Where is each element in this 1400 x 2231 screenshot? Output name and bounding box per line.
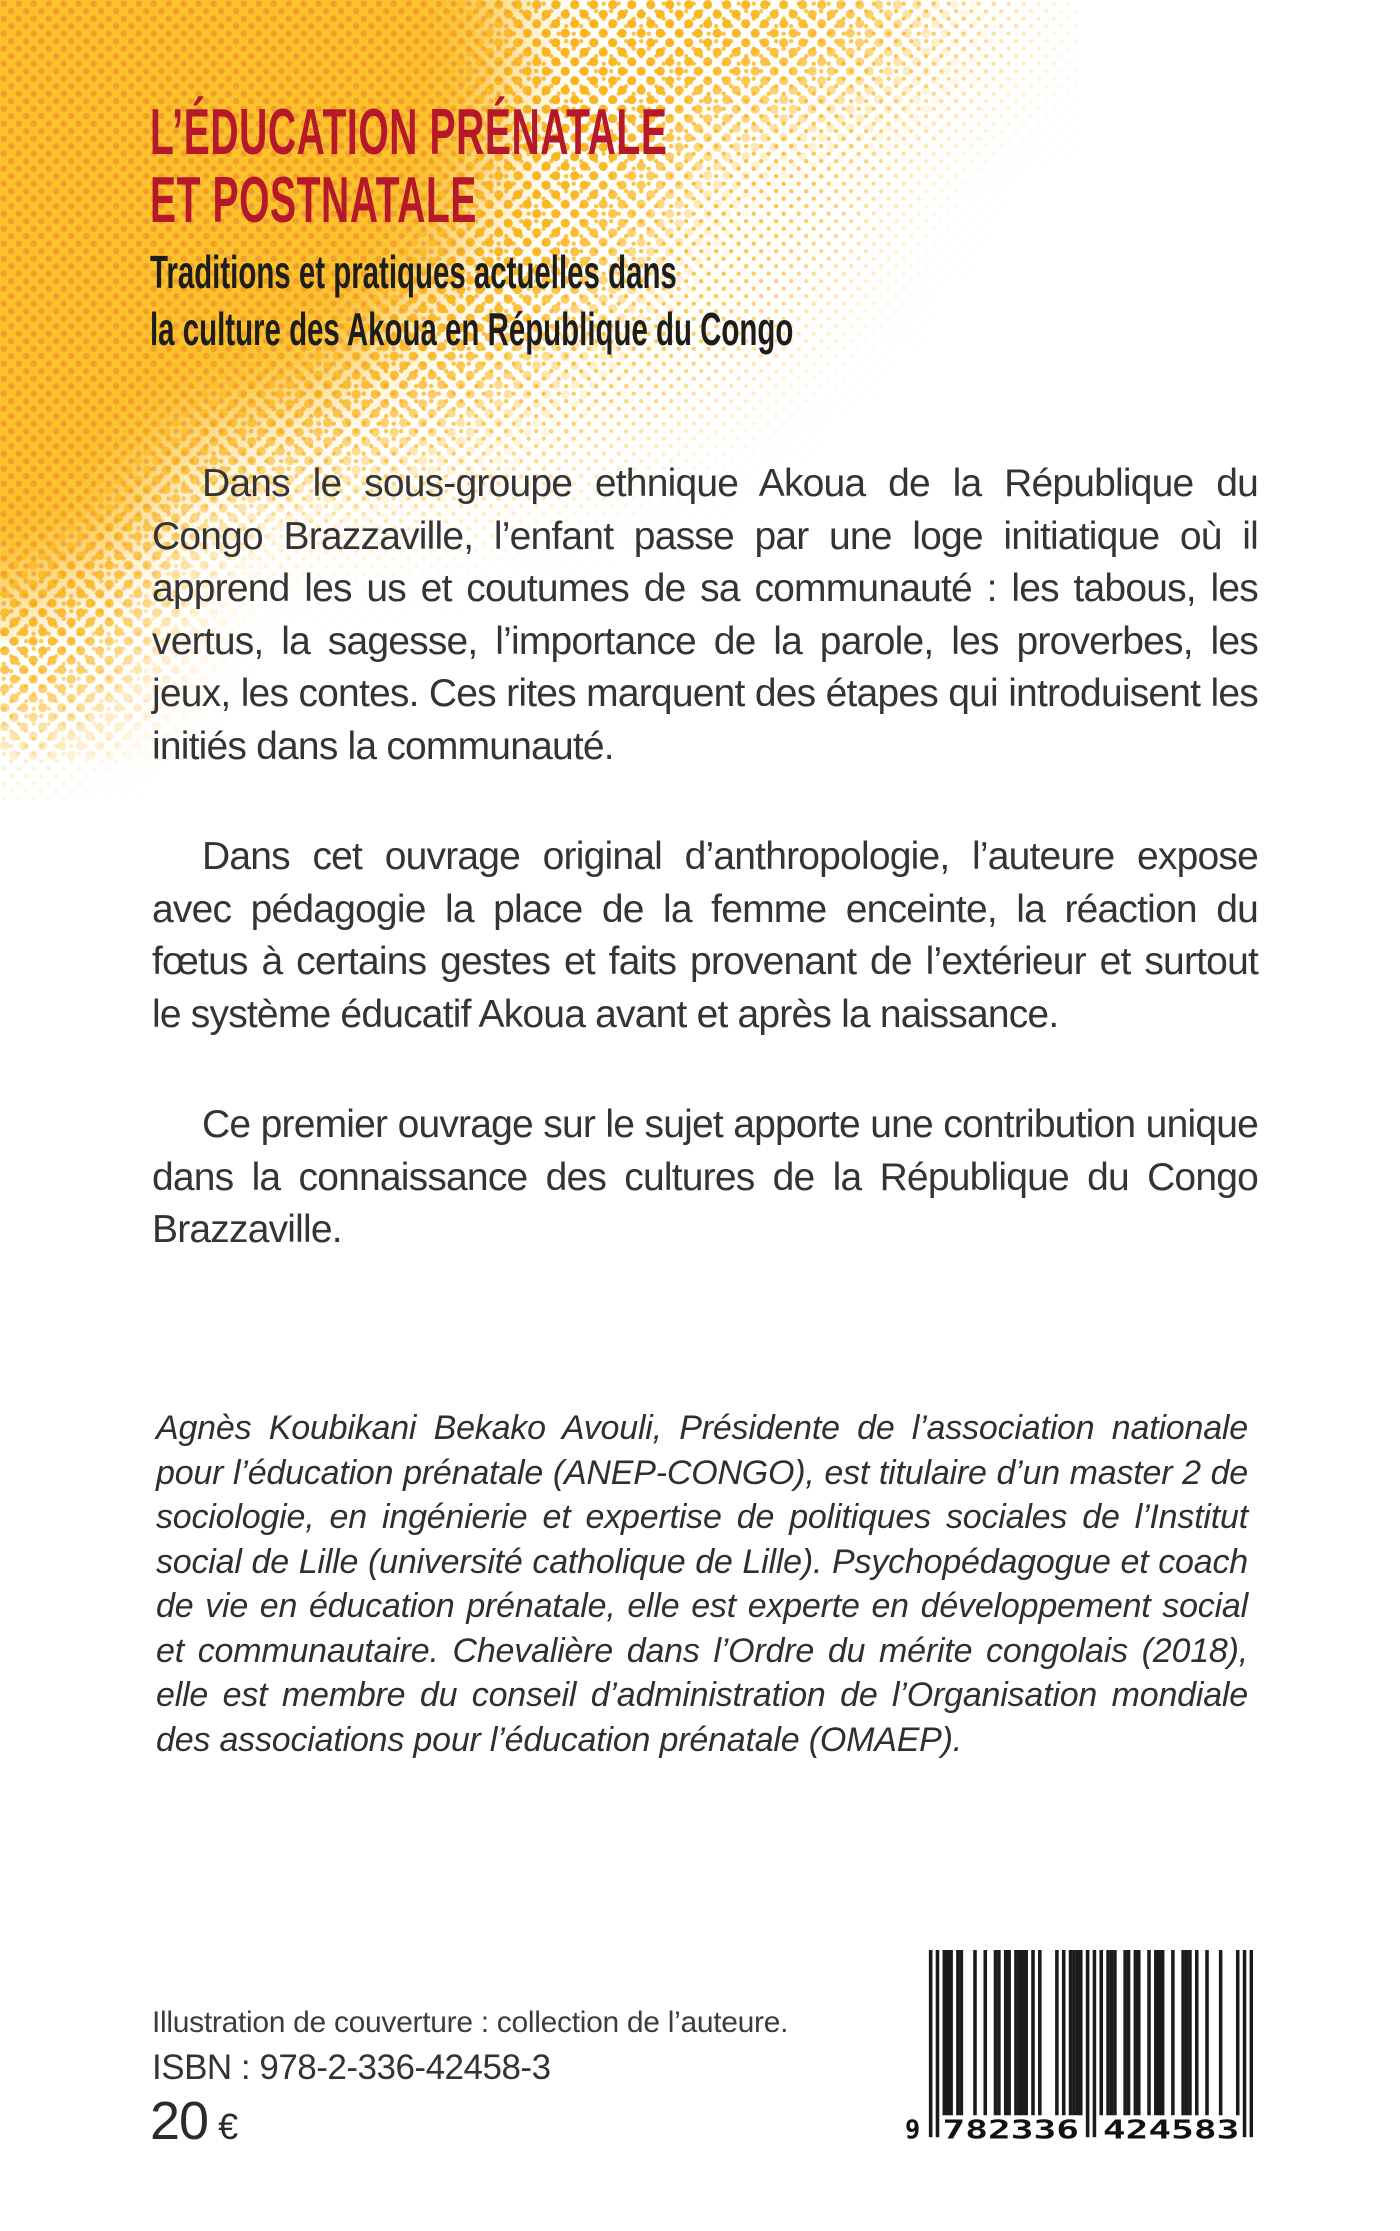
synopsis xyxy=(152,458,1258,1315)
synopsis-paragraph-3: Ce premier ouvrage sur le sujet apporte une contribution unique dans la connaissance des cultures de la République du Congo Brazzaville. xyxy=(152,1103,1258,1251)
book-subtitle xyxy=(150,244,1155,358)
ean13-barcode xyxy=(905,1950,1253,2142)
book-subtitle-line1: Traditions et pratiques actuelles dans xyxy=(150,246,677,298)
synopsis-paragraph-1: Dans le sous-groupe ethnique Akoua de la République du Congo Brazzaville, l’enfant passe par une loge initiatique où il apprend les us et coutumes de sa communauté : les tabous, les vertus, la sagesse, l’importance de la parole, les proverbes, les jeux, les contes. Ces rites marquent des étapes qui introduisent les initiés dans la communauté. xyxy=(152,462,1258,768)
book-subtitle-line2: la culture des Akoua en République du Congo xyxy=(150,303,794,355)
title-block xyxy=(150,95,1155,358)
book-title-line1: L’ÉDUCATION PRÉNATALE xyxy=(150,95,668,168)
price-amount: 20 xyxy=(150,2091,209,2151)
book-title-line2: ET POSTNATALE xyxy=(150,163,478,236)
svg-text:9: 9 xyxy=(905,2115,921,2142)
euro-sign: € xyxy=(218,2106,238,2147)
price xyxy=(150,2090,237,2152)
author-bio: Agnès Koubikani Bekako Avouli, Présidente de l’association nationale pour l’éducation prénatale (ANEP-CONGO), est titulaire d’un master 2 de sociologie, en ingénierie et expertise de politiques sociales de l’Institut social de Lille (université catholique de Lille). Psychopédagogue et coach de vie en éducation prénatale, elle est experte en développement social et communautaire. Chevalière dans l’Ordre du mérite congolais (2018), elle est membre du conseil d’administration de l’Organisation mondiale des associations pour l’éducation prénatale (OMAEP). xyxy=(156,1409,1248,1759)
illustration-credit: Illustration de couverture : collection de l’auteure. xyxy=(152,2006,789,2039)
synopsis-paragraph-2: Dans cet ouvrage original d’anthropologie, l’auteure expose avec pédagogie la place de la femme enceinte, la réaction du fœtus à certains gestes et faits provenant de l’extérieur et surtout le système éducatif Akoua avant et après la naissance. xyxy=(152,835,1258,1036)
svg-text:782336: 782336 xyxy=(942,2115,1079,2142)
isbn-text: ISBN : 978-2-336-42458-3 xyxy=(152,2048,551,2087)
svg-text:424583: 424583 xyxy=(1102,2115,1240,2142)
